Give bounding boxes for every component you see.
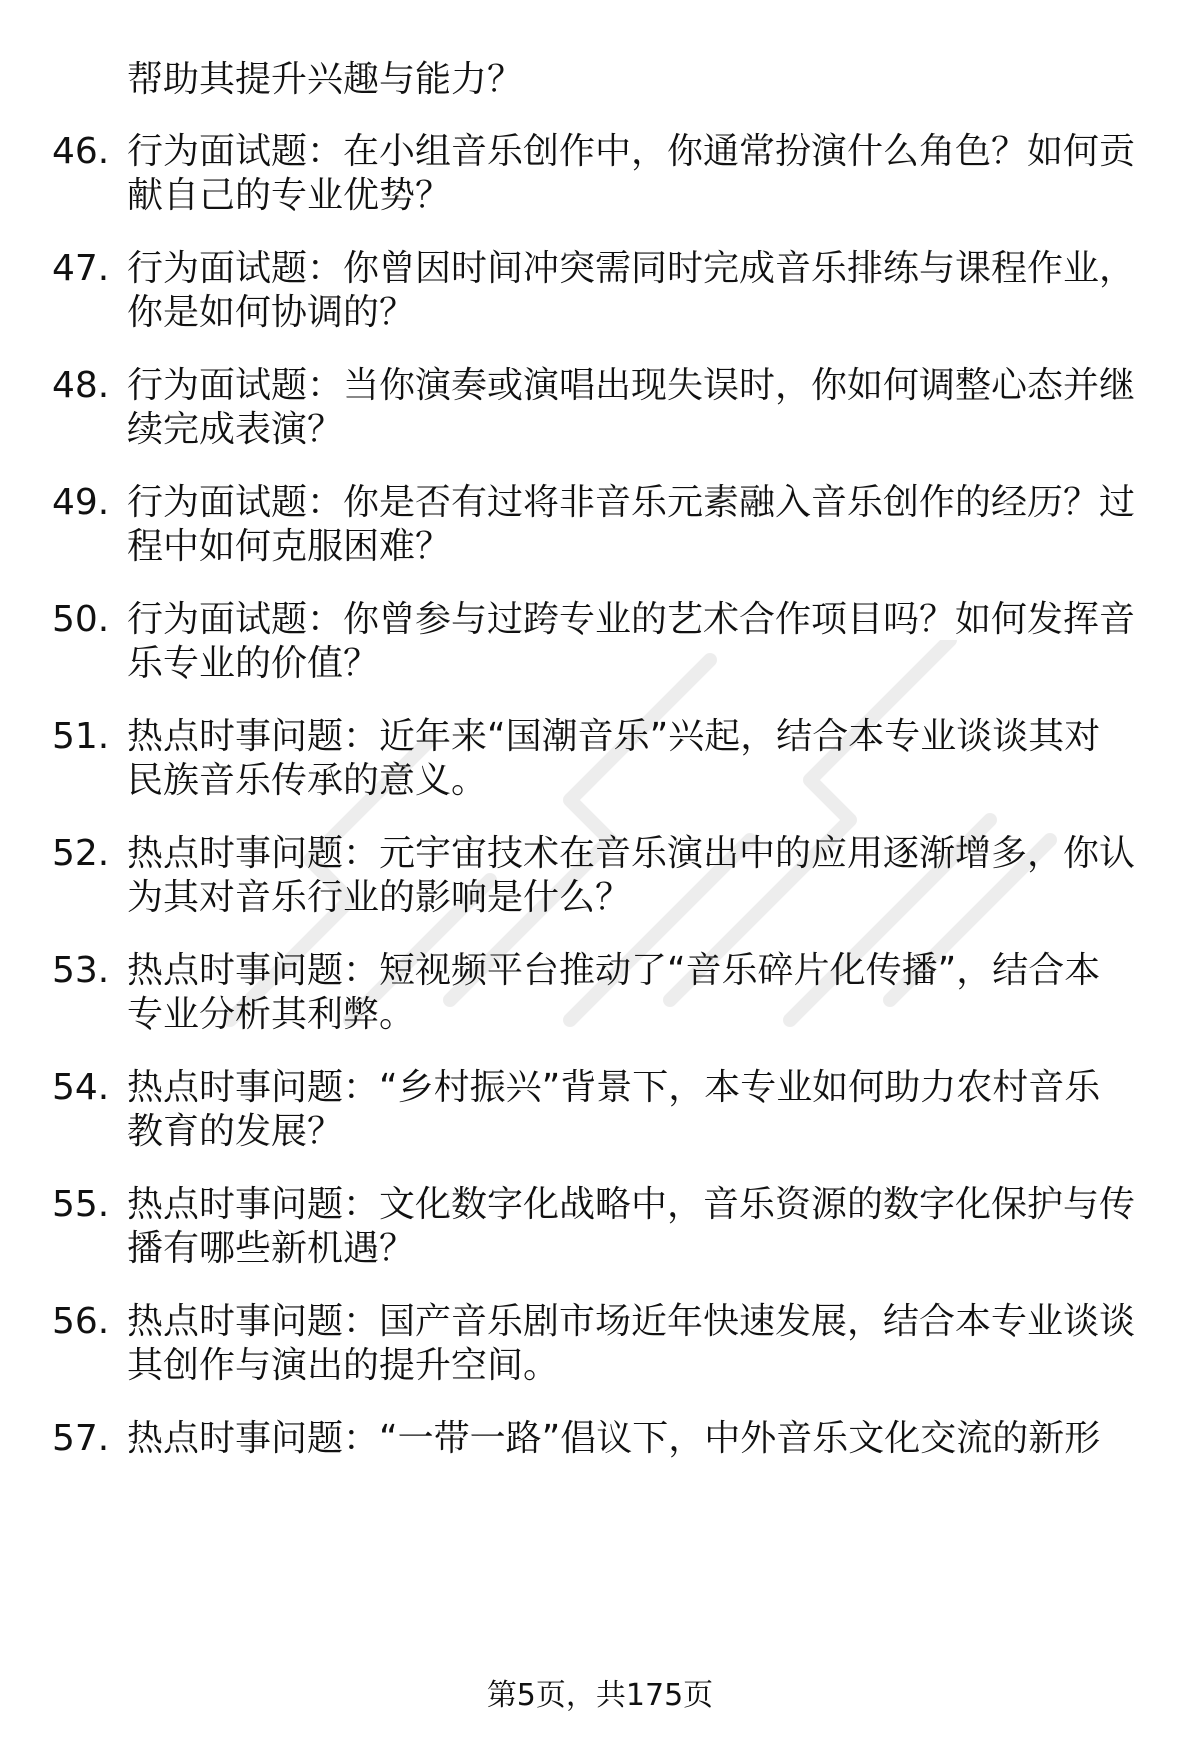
item-line: 献自己的专业优势？ xyxy=(127,175,452,216)
item-number: 47. xyxy=(52,248,110,289)
item-line: 教育的发展？ xyxy=(127,1111,344,1152)
item-number: 56. xyxy=(52,1301,110,1342)
item-number: 50. xyxy=(52,599,110,640)
item-line: 帮助其提升兴趣与能力？ xyxy=(127,59,524,100)
item-line: 专业分析其利弊。 xyxy=(127,994,416,1035)
item-line: 热点时事问题：国产音乐剧市场近年快速发展，结合本专业谈谈 xyxy=(127,1301,1136,1342)
item-line: 播有哪些新机遇？ xyxy=(127,1228,416,1269)
item-line: 行为面试题：你曾参与过跨专业的艺术合作项目吗？如何发挥音 xyxy=(127,599,1136,640)
item-line: 热点时事问题：文化数字化战略中，音乐资源的数字化保护与传 xyxy=(127,1184,1136,1225)
item-line: 热点时事问题：“一带一路”倡议下，中外音乐文化交流的新形 xyxy=(127,1418,1101,1459)
item-number: 54. xyxy=(52,1067,110,1108)
item-number: 52. xyxy=(52,833,110,874)
item-number: 53. xyxy=(52,950,110,991)
item-line: 民族音乐传承的意义。 xyxy=(127,760,488,801)
item-number: 46. xyxy=(52,131,110,172)
item-line: 你是如何协调的？ xyxy=(127,292,416,333)
list-item-continuation xyxy=(127,58,523,102)
item-number: 55. xyxy=(52,1184,110,1225)
item-number: 49. xyxy=(52,482,110,523)
item-line: 热点时事问题：“乡村振兴”背景下，本专业如何助力农村音乐 xyxy=(127,1067,1101,1108)
page-footer: 第5页，共175页 xyxy=(486,1678,714,1713)
item-line: 热点时事问题：元宇宙技术在音乐演出中的应用逐渐增多，你认 xyxy=(127,833,1136,874)
item-line: 其创作与演出的提升空间。 xyxy=(127,1345,560,1386)
item-line: 行为面试题：在小组音乐创作中，你通常扮演什么角色？如何贡 xyxy=(127,131,1136,172)
item-line: 程中如何克服困难？ xyxy=(127,526,452,567)
item-number: 57. xyxy=(52,1418,110,1459)
item-line: 乐专业的价值？ xyxy=(127,643,380,684)
item-line: 行为面试题：你曾因时间冲突需同时完成音乐排练与课程作业， xyxy=(127,248,1136,289)
item-number: 48. xyxy=(52,365,110,406)
item-line: 行为面试题：当你演奏或演唱出现失误时，你如何调整心态并继 xyxy=(127,365,1136,406)
item-line: 为其对音乐行业的影响是什么？ xyxy=(127,877,632,918)
item-line: 热点时事问题：近年来“国潮音乐”兴起，结合本专业谈谈其对 xyxy=(127,716,1101,757)
item-number: 51. xyxy=(52,716,110,757)
item-line: 行为面试题：你是否有过将非音乐元素融入音乐创作的经历？过 xyxy=(127,482,1136,523)
item-line: 续完成表演？ xyxy=(127,409,344,450)
item-line: 热点时事问题：短视频平台推动了“音乐碎片化传播”，结合本 xyxy=(127,950,1101,991)
